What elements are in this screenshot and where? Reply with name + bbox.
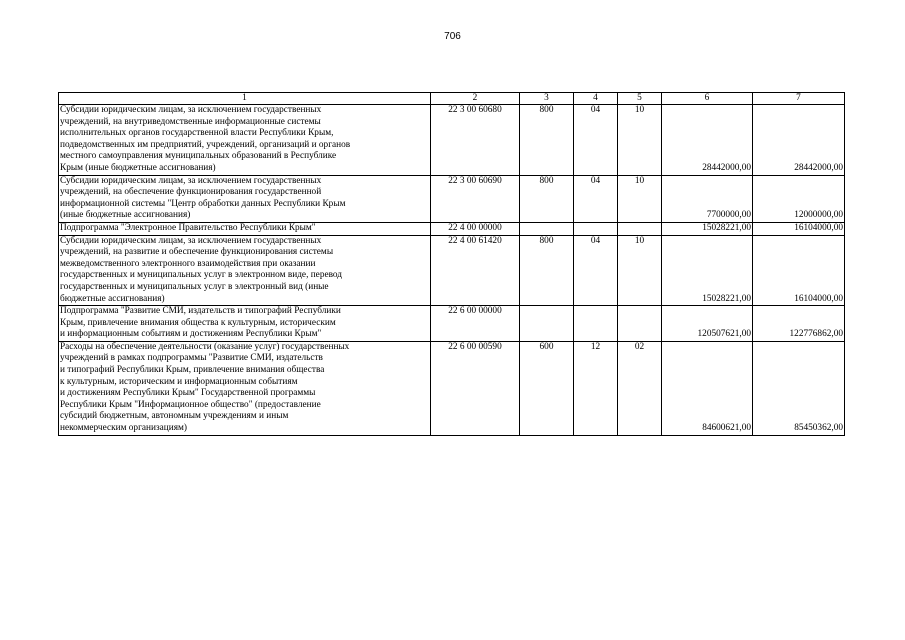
description-line: бюджетные ассигнования) — [60, 293, 165, 304]
row-subsection: 10 — [618, 235, 662, 306]
description-line: учреждений, на развитие и обеспечение функционирования системы — [60, 247, 334, 258]
table-header-row — [59, 93, 845, 105]
row-section: 04 — [574, 235, 618, 306]
row-subsection: 02 — [618, 341, 662, 435]
description-line: межведомственного электронного взаимодействия при оказании — [60, 258, 316, 269]
row-section — [574, 306, 618, 342]
row-amount-col6: 84600621,00 — [662, 341, 753, 435]
description-line: субсидий бюджетным, автономным учреждениям и иным — [60, 411, 289, 422]
row-description — [59, 235, 431, 306]
table-row — [59, 235, 845, 306]
description-line: некоммерческим организациям) — [60, 423, 187, 434]
row-subsection — [618, 222, 662, 235]
row-amount-col7: 28442000,00 — [753, 105, 845, 176]
row-amount-col7: 85450362,00 — [753, 341, 845, 435]
row-section — [574, 222, 618, 235]
description-line: местного самоуправления муниципальных образований в Республике — [60, 151, 337, 162]
row-subsection — [618, 306, 662, 342]
row-expense-type: 600 — [520, 341, 574, 435]
column-header: 2 — [431, 93, 520, 105]
description-line: Крым (иные бюджетные ассигнования) — [60, 162, 216, 173]
row-code: 22 3 00 60690 — [431, 175, 520, 222]
row-description — [59, 306, 431, 342]
row-amount-col7: 16104000,00 — [753, 222, 845, 235]
column-header: 5 — [618, 93, 662, 105]
description-line: к культурным, историческим и информационным событиям — [60, 376, 298, 387]
table-row — [59, 306, 845, 342]
description-line: Расходы на обеспечение деятельности (оказание услуг) государственных — [60, 341, 350, 352]
table-row — [59, 222, 845, 235]
column-header: 7 — [753, 93, 845, 105]
description-line: государственных и муниципальных услуг в электронном виде, перевод — [60, 270, 343, 281]
row-section: 04 — [574, 175, 618, 222]
row-amount-col6: 15028221,00 — [662, 222, 753, 235]
row-subsection: 10 — [618, 105, 662, 176]
description-line: учреждений в рамках подпрограммы "Развитие СМИ, издательств — [60, 353, 323, 364]
row-description — [59, 105, 431, 176]
row-code: 22 4 00 00000 — [431, 222, 520, 235]
row-amount-col7: 16104000,00 — [753, 235, 845, 306]
row-amount-col7: 12000000,00 — [753, 175, 845, 222]
row-expense-type: 800 — [520, 105, 574, 176]
description-line: Крым, привлечение внимания общества к культурным, историческим — [60, 317, 336, 328]
row-subsection: 10 — [618, 175, 662, 222]
description-line: учреждений, на внутриведомственные информационные системы — [60, 116, 321, 127]
budget-table — [58, 92, 845, 436]
column-header: 4 — [574, 93, 618, 105]
table-row — [59, 105, 845, 176]
table-row — [59, 175, 845, 222]
page-number: 706 — [444, 31, 461, 42]
description-line: Республики Крым "Информационное общество" (предоставление — [60, 399, 321, 410]
column-header: 3 — [520, 93, 574, 105]
row-description — [59, 222, 431, 235]
table-row — [59, 341, 845, 435]
row-expense-type — [520, 306, 574, 342]
description-line: государственных и муниципальных услуг в электронный вид (иные — [60, 281, 329, 292]
description-line: подведомственных им предприятий, учреждений, организаций и органов — [60, 139, 351, 150]
row-expense-type: 800 — [520, 235, 574, 306]
description-line: Подпрограмма "Развитие СМИ, издательств и типографий Республики — [60, 306, 341, 317]
description-line: Субсидии юридическим лицам, за исключением государственных — [60, 175, 322, 186]
row-code: 22 4 00 61420 — [431, 235, 520, 306]
description-line: Подпрограмма "Электронное Правительство Республики Крым" — [60, 222, 316, 233]
column-header: 6 — [662, 93, 753, 105]
row-expense-type: 800 — [520, 175, 574, 222]
row-code: 22 6 00 00590 — [431, 341, 520, 435]
row-amount-col6: 28442000,00 — [662, 105, 753, 176]
description-line: учреждений, на обеспечение функционирования государственной — [60, 187, 322, 198]
description-line: Субсидии юридическим лицам, за исключением государственных — [60, 105, 322, 115]
description-line: исполнительных органов государственной власти Республики Крым, — [60, 128, 334, 139]
row-amount-col7: 122776862,00 — [753, 306, 845, 342]
description-line: и достижениям Республики Крым" Государственной программы — [60, 388, 316, 399]
row-amount-col6: 7700000,00 — [662, 175, 753, 222]
description-line: и информационным событиям и достижениям Республики Крым" — [60, 329, 322, 340]
description-line: (иные бюджетные ассигнования) — [60, 210, 191, 221]
description-line: и типографий Республики Крым, привлечение внимания общества — [60, 365, 325, 376]
row-description — [59, 175, 431, 222]
row-code: 22 3 00 60680 — [431, 105, 520, 176]
row-description — [59, 341, 431, 435]
row-expense-type — [520, 222, 574, 235]
row-section: 12 — [574, 341, 618, 435]
row-code: 22 6 00 00000 — [431, 306, 520, 342]
description-line: информационной системы "Центр обработки данных Республики Крым — [60, 198, 346, 209]
row-amount-col6: 120507621,00 — [662, 306, 753, 342]
column-header: 1 — [59, 93, 431, 105]
row-section: 04 — [574, 105, 618, 176]
row-amount-col6: 15028221,00 — [662, 235, 753, 306]
description-line: Субсидии юридическим лицам, за исключением государственных — [60, 235, 322, 246]
